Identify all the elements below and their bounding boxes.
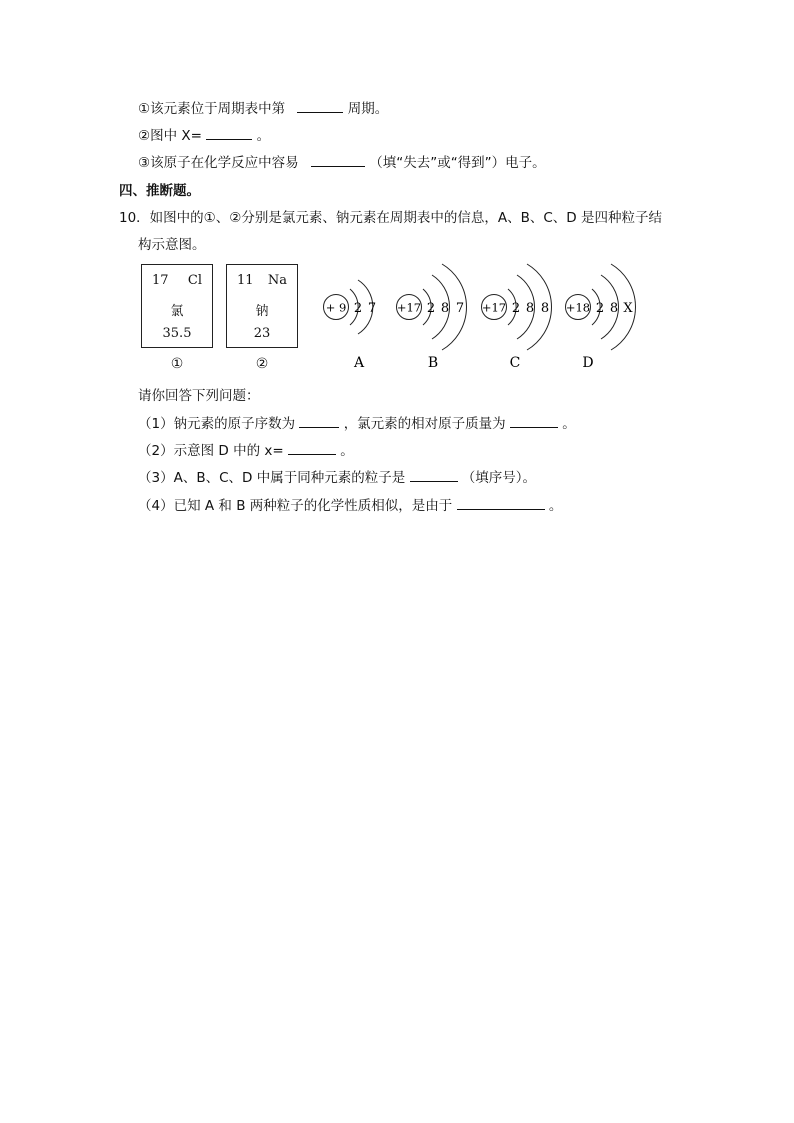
sub-question-4-suffix: 。 — [548, 498, 563, 514]
section-heading: 四、推断题。 — [119, 183, 200, 199]
electron-count: 8 — [525, 301, 535, 316]
electron-count: 8 — [540, 301, 550, 316]
sub-question-4 — [138, 494, 562, 514]
sub-question-2-suffix: 。 — [340, 443, 354, 459]
electron-count: 7 — [455, 301, 465, 316]
electron-count: 2 — [595, 301, 605, 316]
atomic-number: 11 — [237, 273, 254, 288]
q10-stem-line-2: 构示意图。 — [138, 237, 206, 253]
nucleus-charge: +17 — [396, 300, 422, 315]
diagram-label: B — [427, 355, 439, 371]
element-name: 氯 — [170, 304, 184, 319]
question-prompt: 请你回答下列问题： — [138, 388, 260, 404]
sub-question-1-mid: ，氯元素的相对原子质量为 — [343, 416, 506, 432]
answer-blank[interactable] — [410, 467, 458, 482]
electron-count: 2 — [511, 301, 521, 316]
atomic-number: 17 — [152, 273, 169, 288]
atom-diagram-c — [482, 264, 552, 371]
tile-label-1: ① — [170, 356, 184, 372]
q9-item-3 — [138, 151, 546, 171]
element-name: 钠 — [255, 304, 269, 319]
answer-blank[interactable] — [311, 152, 365, 167]
electron-count: 2 — [353, 301, 363, 316]
atom-diagram-b — [397, 264, 467, 371]
electron-count: X — [623, 301, 633, 316]
q9-item-3-suffix: （填“失去”或“得到”）电子。 — [369, 155, 546, 171]
sub-question-3-text: （3）A、B、C、D 中属于同种元素的粒子是 — [138, 470, 406, 486]
sub-question-1-text: （1）钠元素的原子序数为 — [138, 416, 296, 432]
q9-item-2-suffix: 。 — [256, 128, 271, 144]
diagram-label: D — [582, 355, 594, 371]
electron-count: 8 — [609, 301, 619, 316]
atomic-mass: 35.5 — [162, 326, 192, 341]
q10-stem-line-1: 10．如图中的①、②分别是氯元素、钠元素在周期表中的信息，A、B、C、D 是四种粒子结 — [119, 210, 662, 226]
electron-count: 2 — [426, 301, 436, 316]
diagram-label: C — [509, 355, 521, 371]
atomic-mass: 23 — [253, 326, 271, 341]
sub-question-2 — [138, 439, 354, 459]
sub-question-3 — [138, 466, 536, 486]
answer-blank[interactable] — [297, 98, 343, 113]
sub-question-3-suffix: （填序号）。 — [461, 470, 537, 486]
q9-item-3-text: ③该原子在化学反应中容易 — [138, 155, 299, 171]
element-symbol: Na — [267, 273, 287, 288]
q9-item-2 — [138, 124, 270, 144]
answer-blank[interactable] — [457, 495, 545, 510]
q9-item-1-text: ①该元素位于周期表中第 — [138, 101, 286, 117]
answer-blank[interactable] — [299, 413, 339, 428]
diagram-label: A — [353, 355, 365, 371]
answer-blank[interactable] — [288, 440, 336, 455]
nucleus-charge: +17 — [481, 300, 507, 315]
electron-count: 8 — [440, 301, 450, 316]
atom-diagram-d — [566, 264, 636, 371]
electron-count: 7 — [367, 301, 377, 316]
atom-diagram-a — [324, 280, 377, 371]
q9-item-1-suffix: 周期。 — [347, 101, 389, 117]
element-symbol: Cl — [187, 273, 202, 288]
sub-question-4-text: （4）已知 A 和 B 两种粒子的化学性质相似，是由于 — [138, 498, 453, 514]
atom-diagrams — [0, 250, 794, 390]
sub-question-1-suffix: 。 — [562, 416, 576, 432]
tile-label-2: ② — [255, 356, 269, 372]
q9-item-1 — [138, 97, 388, 117]
sub-question-2-text: （2）示意图 D 中的 x= — [138, 443, 284, 459]
nucleus-charge: +18 — [565, 300, 591, 315]
answer-blank[interactable] — [206, 125, 252, 140]
nucleus-charge: + 9 — [325, 300, 347, 315]
q9-item-2-text: ②图中 X= — [138, 128, 202, 144]
sub-question-1 — [138, 412, 576, 432]
answer-blank[interactable] — [510, 413, 558, 428]
